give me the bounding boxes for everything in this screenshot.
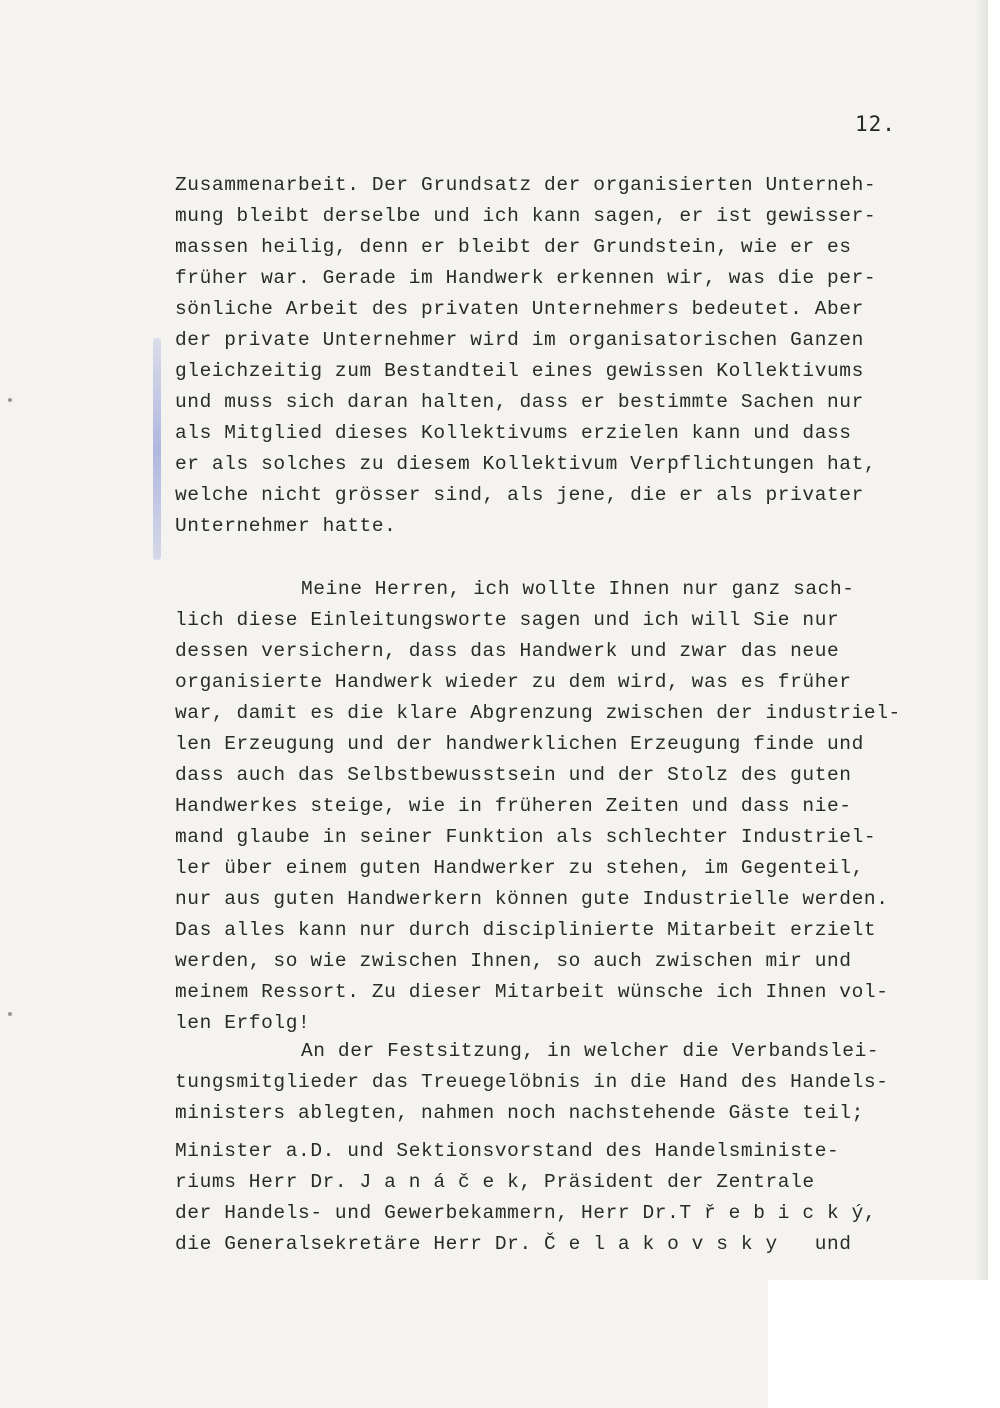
punch-hole-mark xyxy=(8,1012,12,1016)
punch-hole-mark xyxy=(8,398,12,402)
text-line: organisierte Handwerk wieder zu dem wird, was es früher xyxy=(175,671,852,693)
text-line: mand glaube in seiner Funktion als schlechter Industriel- xyxy=(175,826,877,848)
page-number: 12. xyxy=(855,112,896,136)
text-line: len Erfolg! xyxy=(175,1012,311,1034)
scan-background-corner xyxy=(768,1280,1000,1408)
text-line: dessen versichern, dass das Handwerk und zwar das neue xyxy=(175,640,840,662)
text-line: ler über einem guten Handwerker zu stehen, im Gegenteil, xyxy=(175,857,864,879)
text-line: lich diese Einleitungsworte sagen und ich will Sie nur xyxy=(175,609,840,631)
text-line: Das alles kann nur durch disciplinierte Mitarbeit erzielt xyxy=(175,919,877,941)
text-line: riums Herr Dr. J a n á č e k, Präsident der Zentrale xyxy=(175,1171,815,1193)
text-line: tungsmitglieder das Treuegelöbnis in die Hand des Handels- xyxy=(175,1071,889,1093)
text-line: Minister a.D. und Sektionsvorstand des Handelsministe- xyxy=(175,1140,840,1162)
text-line: er als solches zu diesem Kollektivum Verpflichtungen hat, xyxy=(175,453,877,475)
text-line: war, damit es die klare Abgrenzung zwischen der industriel- xyxy=(175,702,901,724)
text-line: die Generalsekretäre Herr Dr. Č e l a k o v s k y und xyxy=(175,1233,852,1255)
text-line: früher war. Gerade im Handwerk erkennen wir, was die per- xyxy=(175,267,877,289)
text-line: sönliche Arbeit des privaten Unternehmers bedeutet. Aber xyxy=(175,298,864,320)
text-line: Zusammenarbeit. Der Grundsatz der organisierten Unterneh- xyxy=(175,174,877,196)
text-line: gleichzeitig zum Bestandteil eines gewissen Kollektivums xyxy=(175,360,864,382)
text-line: Meine Herren, ich wollte Ihnen nur ganz sach- xyxy=(301,578,855,600)
text-line: werden, so wie zwischen Ihnen, so auch zwischen mir und xyxy=(175,950,852,972)
text-line: len Erzeugung und der handwerklichen Erzeugung finde und xyxy=(175,733,864,755)
margin-pencil-mark xyxy=(153,338,161,560)
text-line: An der Festsitzung, in welcher die Verbandslei- xyxy=(301,1040,880,1062)
text-line: der private Unternehmer wird im organisatorischen Ganzen xyxy=(175,329,864,351)
text-line: als Mitglied dieses Kollektivums erzielen kann und dass xyxy=(175,422,852,444)
text-line: Handwerkes steige, wie in früheren Zeiten und dass nie- xyxy=(175,795,852,817)
text-line: massen heilig, denn er bleibt der Grundstein, wie er es xyxy=(175,236,852,258)
text-line: dass auch das Selbstbewusstsein und der Stolz des guten xyxy=(175,764,852,786)
text-line: Unternehmer hatte. xyxy=(175,515,397,537)
text-line: welche nicht grösser sind, als jene, die er als privater xyxy=(175,484,864,506)
text-line: ministers ablegten, nahmen noch nachstehende Gäste teil; xyxy=(175,1102,864,1124)
text-line: meinem Ressort. Zu dieser Mitarbeit wünsche ich Ihnen vol- xyxy=(175,981,889,1003)
text-line: und muss sich daran halten, dass er bestimmte Sachen nur xyxy=(175,391,864,413)
page-edge-shadow xyxy=(976,0,988,1280)
text-line: mung bleibt derselbe und ich kann sagen, er ist gewisser- xyxy=(175,205,877,227)
text-line: der Handels- und Gewerbekammern, Herr Dr.T ř e b i c k ý, xyxy=(175,1202,877,1224)
text-line: nur aus guten Handwerkern können gute Industrielle werden. xyxy=(175,888,889,910)
